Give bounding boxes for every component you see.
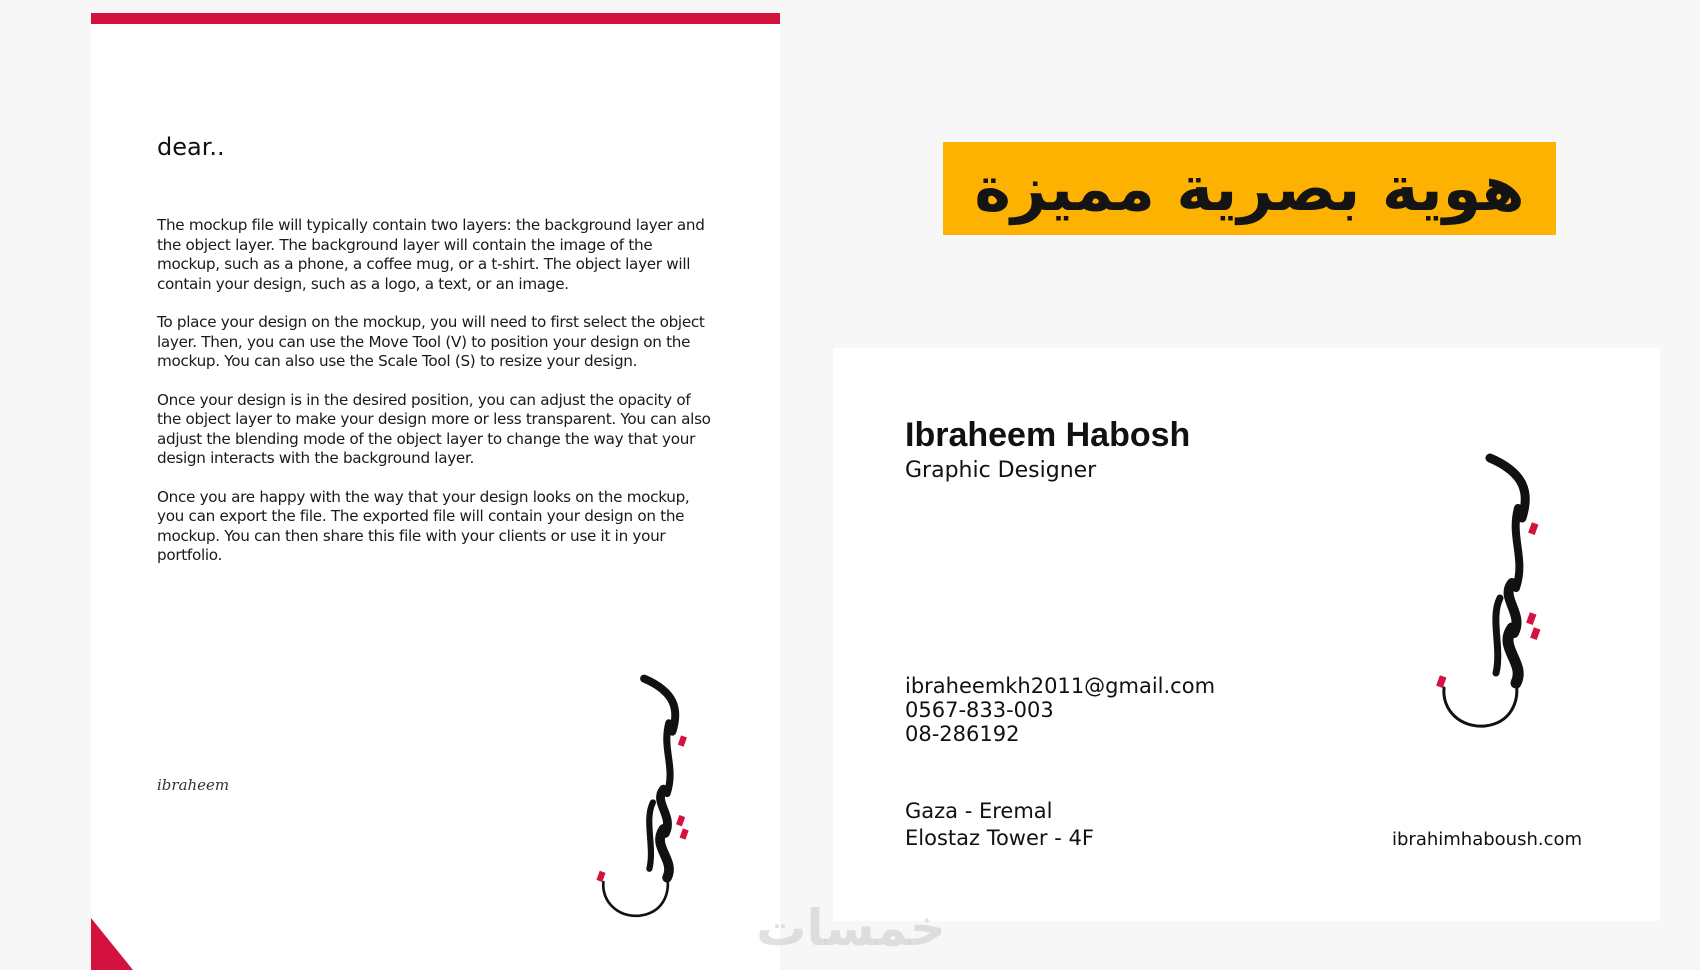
calligraphy-logo-icon (1430, 448, 1560, 738)
letter-body (157, 216, 717, 585)
letter-paragraph: The mockup file will typically contain two layers: the background layer and the object layer. The background layer will contain the image of the mockup, such as a phone, a coffee mug, or a t-shirt. The object layer will contain your design, such as a logo, a text, or an image. (157, 216, 705, 293)
business-card (833, 348, 1660, 921)
card-website: ibrahimhaboush.com (1392, 829, 1583, 850)
letterhead-corner-triangle (91, 918, 133, 970)
letter-paragraph: To place your design on the mockup, you will need to first select the object layer. Then, you can use the Move Tool (V) to position your design on the mockup. You can also use the Scale Tool (S) to resize your design. (157, 313, 705, 370)
letterhead-mockup (91, 13, 780, 970)
card-name: Ibraheem Habosh (905, 416, 1191, 454)
letter-signature: ibraheem (157, 776, 230, 794)
banner-title: هوية بصرية مميزة (974, 152, 1525, 225)
calligraphy-logo-icon (591, 668, 706, 928)
card-address-line1: Gaza - Eremal (905, 799, 1053, 823)
card-email: ibraheemkh2011@gmail.com (905, 674, 1216, 698)
card-phone-mobile: 0567-833-003 (905, 698, 1054, 722)
card-address-line2: Elostaz Tower - 4F (905, 826, 1094, 850)
letterhead-top-bar (91, 13, 780, 24)
card-address (905, 798, 1094, 852)
title-banner (943, 142, 1556, 235)
khamsat-watermark (748, 898, 954, 958)
letter-greeting: dear.. (157, 133, 225, 161)
card-phone-landline: 08-286192 (905, 722, 1020, 746)
letter-paragraph: Once you are happy with the way that your design looks on the mockup, you can export the file. The exported file will contain your design on the mockup. You can then share this file with your clients or use it in your portfolio. (157, 487, 690, 564)
watermark-text: خمسات (756, 899, 946, 957)
card-contact-info (905, 674, 1215, 746)
letter-paragraph: Once your design is in the desired position, you can adjust the opacity of the object layer to make your design more or less transparent. You can also adjust the blending mode of the object layer to change the way that your design interacts with the background layer. (157, 390, 711, 467)
card-job-title: Graphic Designer (905, 458, 1097, 483)
